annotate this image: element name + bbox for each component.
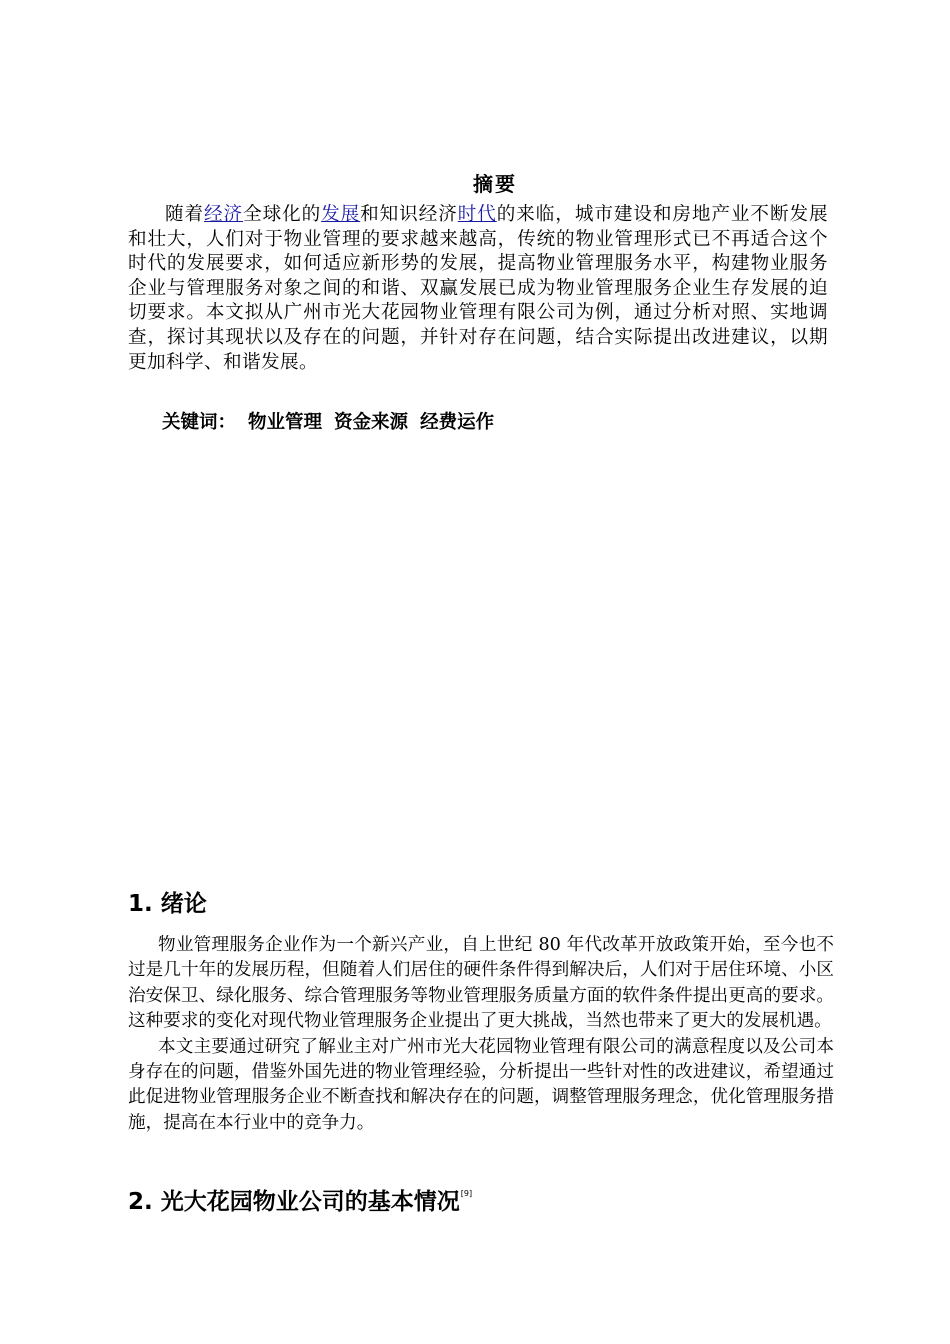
abstract-text: 随着 — [165, 204, 205, 225]
keyword: 物业管理 — [248, 412, 323, 433]
abstract-text: 的来临，城市建设和房地产业不断发展和壮大，人们对于物业管理的要求越来越高，传统的物业管理形式已不再适合这个时代的发展要求，如何适应新形势的发展，提高物业管理服务水平，构建物业服务企业与管理服务对象之间的和谐、双赢发展已成为物业管理服务企业生存发展的迫切要求。本文拟从广州市光大花园物业管理有限公司为例，通过分析对照、实地调查，探讨其现状以及存在的问题，并针对存在问题，结合实际提出改进建议，以期更加科学、和谐发展。 — [128, 204, 828, 373]
keywords-separator: ： — [217, 412, 237, 433]
abstract-body — [128, 203, 828, 375]
keywords-line — [162, 408, 494, 434]
body-paragraph: 本文主要通过研究了解业主对广州市光大花园物业管理有限公司的满意程度以及公司本身存在的问题，借鉴外国先进的物业管理经验，分析提出一些针对性的改进建议，希望通过此促进物业管理服务企业不断查找和解决存在的问题，调整管理服务理念，优化管理服务措施，提高在本行业中的竞争力。 — [128, 1036, 834, 1133]
citation-marker[interactable]: [9] — [460, 1189, 473, 1198]
link-development[interactable]: 发展 — [321, 204, 361, 225]
abstract-text: 全球化的 — [243, 204, 322, 225]
abstract-paragraph — [128, 203, 828, 375]
section-1-body — [128, 933, 834, 1136]
link-economy[interactable]: 经济 — [204, 204, 244, 225]
section-1-heading: 1. 绪论 — [128, 891, 207, 917]
link-era[interactable]: 时代 — [457, 204, 497, 225]
abstract-text: 和知识经济 — [360, 204, 458, 225]
body-paragraph: 物业管理服务企业作为一个新兴产业，自上世纪 80 年代改革开放政策开始，至今也不过是几十年的发展历程，但随着人们居住的硬件条件得到解决后，人们对于居住环境、小区治安保卫、绿化服务、综合管理服务等物业管理服务质量方面的软件条件提出更高的要求。这种要求的变化对现代物业管理服务企业提出了更大挑战，当然也带来了更大的发展机遇。 — [128, 935, 834, 1032]
section-2-heading — [128, 1183, 472, 1216]
abstract-title: 摘要 — [473, 172, 517, 196]
keywords-label: 关键词 — [162, 412, 218, 433]
keyword: 资金来源 — [334, 412, 409, 433]
section-2-heading-text: 2. 光大花园物业公司的基本情况 — [128, 1189, 460, 1215]
keyword: 经费运作 — [420, 412, 495, 433]
